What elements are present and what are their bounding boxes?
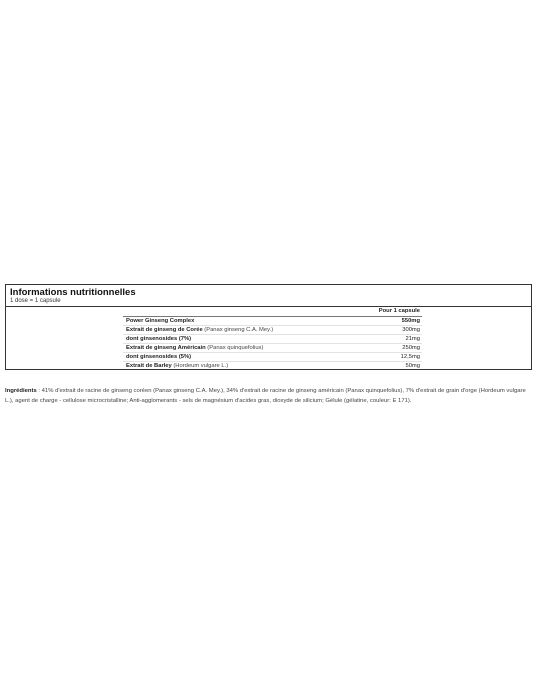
nutrition-table xyxy=(123,307,422,370)
table-row xyxy=(123,326,422,335)
nutrient-value: 50mg xyxy=(405,362,420,369)
nutrient-value: 550mg xyxy=(356,317,422,326)
latin-name: (Hordeum vulgare L.) xyxy=(171,362,229,369)
table-row xyxy=(123,317,422,326)
nutrition-facts-panel xyxy=(5,284,532,370)
table-header-row xyxy=(123,307,422,317)
nutrient-name: Extrait de ginseng Américain (Panax quinquefolius) xyxy=(123,344,356,353)
table-row xyxy=(123,335,422,344)
nutrient-name: Extrait de ginseng de Corée (Panax ginseng C.A. Mey.) xyxy=(123,326,356,335)
latin-name: (Panax ginseng C.A. Mey.) xyxy=(202,326,274,333)
ingredients-paragraph xyxy=(5,386,530,406)
column-header-per-capsule: Pour 1 capsule xyxy=(356,307,422,317)
column-header-empty xyxy=(123,307,356,317)
table-row xyxy=(123,344,422,353)
nutrient-value: 21mg xyxy=(356,335,422,344)
nutrition-title: Informations nutritionnelles xyxy=(10,287,136,298)
nutrient-value: 250mg xyxy=(356,344,422,353)
table-row xyxy=(123,353,422,362)
nutrient-value: 300mg xyxy=(356,326,422,335)
table-row xyxy=(123,362,422,371)
nutrient-value: 12,5mg xyxy=(356,353,422,362)
nutrient-name: dont ginsenosides (7%) xyxy=(123,335,356,344)
serving-size: 1 dose = 1 capsule xyxy=(10,298,61,304)
nutrient-name: Power Ginseng Complex xyxy=(123,317,356,326)
ingredients-text: : 41% d'extrait de racine de ginseng coréen (Panax ginseng C.A. Mey.), 34% d'extrait de racine de ginseng américain (Panax quinquefolius), 7% d'extrait de grain d'orge (Hordeum vulgare L.), agent de charge - cellulose microcristalline; Anti-agglomerants - sels de magnésium d'acides gras, dioxyde de silicium; Gélule (gélatine, couleur: E 171). xyxy=(5,388,526,404)
ingredients-label: Ingrédients xyxy=(5,388,37,394)
nutrient-name: dont ginsenosides (5%) xyxy=(123,353,356,362)
latin-name: (Panax quinquefolius) xyxy=(205,344,264,351)
nutrient-name: Extrait de Barley (Hordeum vulgare L.) xyxy=(126,362,229,369)
